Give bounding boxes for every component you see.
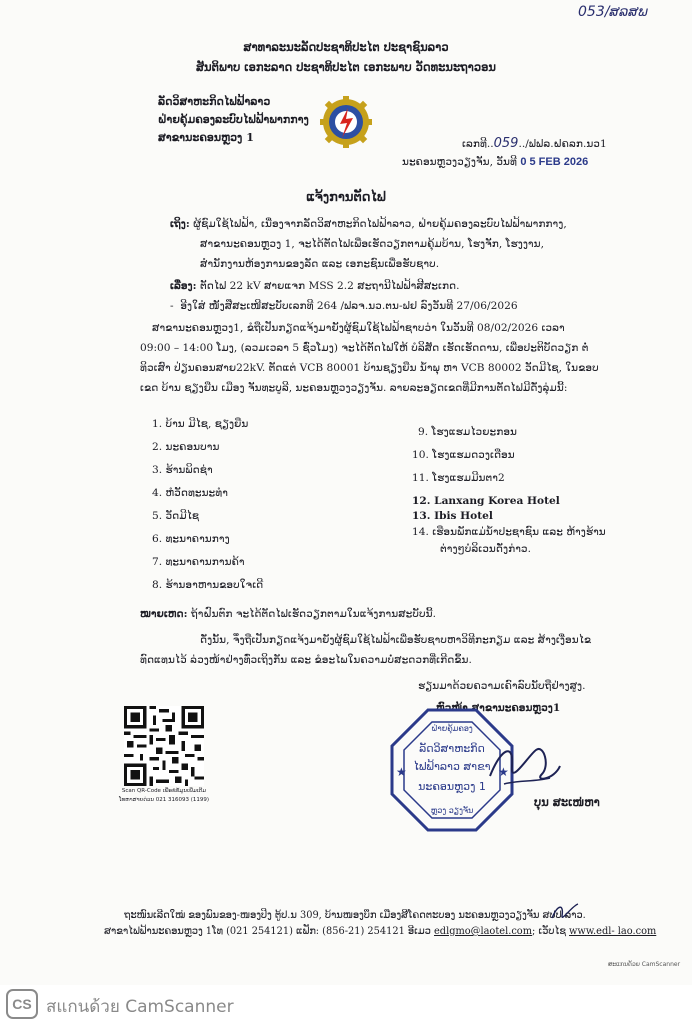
closing-line2: ທົດແທນໄວ້ ລ່ວງໜ້າຢ່າງທົ່ວເຖິງກັນ ແລະ ຂໍອະໄພໃນຄວາມບໍ່ສະດວກທີ່ເກີດຂຶ້ນ. bbox=[140, 654, 472, 666]
to-line1 bbox=[170, 216, 567, 232]
list-item: 6. ທະນາຄານກາງ bbox=[152, 533, 230, 545]
org-line3: ສາຂານະຄອນຫຼວງ 1 bbox=[158, 131, 254, 144]
footer-phone-fax: ສາຂາໄຟຟ້ານະຄອນຫຼວງ 1ໂທ (021 254121) ແຟັກ: (856-21) 254121 ອີເມວ bbox=[104, 926, 431, 937]
stamp-line1: ລັດວິສາຫະກິດ bbox=[419, 742, 485, 755]
footer-contacts bbox=[104, 926, 656, 937]
qr-caption1: Scan QR-Code ເພື່ອຂໍຂໍ້ມູນເພີ່ມເຕີມ bbox=[121, 788, 207, 794]
closing-line1: ດັ່ງນັ້ນ, ຈຶ່ງຖືເປັນກຽດແຈ້ງມາຍັງຜູ້ຊົມໃຊ້ໄຟຟ້າເພື່ອຮັບຊາບຫາວິທີກະກຽມ ແລະ ສ້າງເງື່ອນໄຂ bbox=[200, 634, 592, 646]
to-label: ເຖິງ: bbox=[170, 218, 190, 230]
para1-line4: ເຂດ ບ້ານ ຊຽງຍືນ ເມືອງ ຈັນທະບູລີ, ນະຄອນຫຼວງວຽງຈັນ. ລາຍລະອຽດເຂດທີ່ມີການຕັດໄຟມີດັ່ງລຸ່ມນີ້: bbox=[140, 382, 568, 394]
national-header-line1: ສາທາລະນະລັດປະຊາທິປະໄຕ ປະຊາຊົນລາວ bbox=[243, 40, 449, 54]
subject-line bbox=[170, 278, 460, 294]
reference-text: ອີງໃສ່ ໜັງສືສະເໜີສະບັບເລກທີ 264 /ຟລຈ.ນວ.ຕນ-ຟຢ ລົງວັນທີ 27/06/2026 bbox=[180, 300, 518, 312]
ref-place-date bbox=[402, 154, 588, 170]
list-item: 8. ຮ້ານອາຫານຂອບໃຈເດີ bbox=[152, 579, 264, 591]
note-text: ຖ້າຝົນຕົກ ຈະໄດ້ຕັດໄຟເຮັດວຽກຕາມໃນແຈ້ງການສະບັບນີ້. bbox=[190, 608, 436, 620]
camscanner-logo-icon: CS bbox=[6, 989, 38, 1019]
footer-web-label: ; ເວັບໄຊ bbox=[532, 926, 566, 937]
handwritten-reference: 053/ສລສພ bbox=[578, 4, 648, 20]
stamp-line2: ໄຟຟ້າລາວ ສາຂາ bbox=[413, 760, 491, 773]
para1-line3: ທິວເສົາ ປ່ຽນຄອນສາຍ22kV. ຕັດແຕ່ VCB 80001 ບ້ານຊຽງຍືນ ນ້ຳພຸ ຫາ VCB 80002 ວັດມີໄຊ, ໃນຂອບ bbox=[140, 362, 599, 374]
footer-initials-icon bbox=[548, 900, 584, 924]
list-item: 11. ໂຮງແຮມມີນຕາ2 bbox=[412, 472, 505, 484]
ref-number-label: ເລກທີ.. bbox=[462, 138, 494, 150]
qr-code-icon[interactable] bbox=[124, 706, 204, 786]
camscanner-bar bbox=[0, 985, 692, 1024]
list-item: 4. ຫໍວັດທະນະທຳ bbox=[152, 487, 228, 499]
para1-line1: ສາຂານະຄອນຫຼວງ1, ຂໍຖືເປັນກຽດແຈ້ງມາຍັງຜູ້ຊົມໃຊ້ໄຟຟ້າຊາບວ່າ ໃນວັນທີ 08/02/2026 ເວລາ bbox=[152, 322, 565, 334]
stamp-ring-bottom: ຫຼວງ ວຽງຈັນ bbox=[430, 806, 474, 815]
footer-address: ຖະໜົນເລີດໃໝ່ ຂອງພົນຂອງ-ໜອງປິງ ຕູ້ປ.ນ 309, ບ້ານໜອງບຶກ ເມືອງສີໂຄດຕະບອງ ນະຄອນຫຼວງວຽງຈັນ ສປປ ລາວ. bbox=[124, 910, 586, 921]
list-item: 2. ນະຄອນບານ bbox=[152, 441, 220, 453]
date-stamp: 0 5 FEB 2026 bbox=[520, 156, 589, 168]
reference-dash: - bbox=[170, 300, 181, 312]
to-line2: ສາຂານະຄອນຫຼວງ 1, ຈະໄດ້ຕັດໄຟເພື່ອເຮັດວຽກຕາມຄຸ້ມບ້ານ, ໂຮງຈັກ, ໂຮງງານ, bbox=[200, 238, 544, 250]
footer-web-link[interactable]: www.edl- lao.com bbox=[569, 926, 657, 937]
signature-icon bbox=[484, 736, 564, 796]
list-item: 5. ວັດມີໄຊ bbox=[152, 510, 200, 522]
list-item: 3. ຮ້ານພິດຊ່າ bbox=[152, 464, 213, 476]
list-item: 14. ເຮືອນພັກແມ່ນ້ຳປະຊາຊົນ ແລະ ຫ້າງຮ້ານ bbox=[412, 526, 606, 538]
ref-number bbox=[462, 136, 607, 152]
note-line bbox=[140, 606, 436, 622]
signer-name: ບຸນ ສະເໜ່ຫາ bbox=[534, 795, 600, 809]
reference-line bbox=[170, 298, 518, 314]
note-label: ໝາຍເຫດ: bbox=[140, 608, 188, 620]
ref-number-handwritten: 059 bbox=[493, 136, 519, 151]
list-item: 7. ທະນາຄານການຄ້າ bbox=[152, 556, 245, 568]
footer-email-link[interactable]: edlgmo@laotel.com bbox=[434, 926, 532, 937]
svg-text:★: ★ bbox=[396, 765, 407, 779]
org-line2: ຝ່າຍຄຸ້ມຄອງລະບົບໄຟຟ້າພາກກາງ bbox=[158, 113, 309, 126]
stamp-ring-top: ຝ່າຍຄຸ້ມຄອງ bbox=[431, 724, 473, 733]
place-date-label: ນະຄອນຫຼວງວຽງຈັນ, ວັນທີ bbox=[402, 156, 517, 168]
ref-number-suffix: ../ຟຟລ.ຝຄລກ.ນວ1 bbox=[518, 138, 607, 150]
subject-text: ຕັດໄຟ 22 kV ສາຍແຈກ MSS 2.2 ສະຖານີໄຟຟ້າສີສະເກດ. bbox=[199, 280, 460, 292]
list-item: 10. ໂຮງແຮມດວງເດືອນ bbox=[412, 449, 515, 461]
camscanner-text: สแกนด้วย CamScanner bbox=[46, 997, 234, 1017]
scanner-tag: ສະແກນດ້ວຍ CamScanner bbox=[608, 961, 681, 968]
subject-label: ເລື່ອງ: bbox=[170, 280, 197, 292]
list-item: 1. ບ້ານ ມີໄຊ, ຊຽງຍືນ bbox=[152, 418, 249, 430]
list-item: 13. Ibis Hotel bbox=[412, 510, 493, 522]
national-header-line2: ສັນຕິພາບ ເອກະລາດ ປະຊາທິປະໄຕ ເອກະພາບ ວັດທະນະຖາວອນ bbox=[195, 60, 497, 74]
regards: ຮຽນມາດ້ວຍຄວາມເຄົາລົບນັບຖືຢ່າງສູງ. bbox=[418, 680, 586, 692]
document-title: ແຈ້ງການຕັດໄຟ bbox=[306, 190, 386, 205]
para1-line2: 09:00 – 14:00 ໂມງ, (ລວມເວລາ 5 ຊົ່ວໂມງ) ຈະໄດ້ຕັດໄຟໃຫ້ ບໍລິສັດ ເຮັດເຮັດດານ, ເພື່ອປະຕິບັດວຽກ ຕໍ່ bbox=[140, 342, 589, 354]
signer-title: ຫົວໜ້າ ສາຂານະຄອນຫຼວງ1 bbox=[436, 702, 561, 714]
svg-text:★: ★ bbox=[498, 765, 509, 779]
qr-caption2: ໂທຫາສາຍດ່ວນ 021 316093 (1199) bbox=[118, 797, 210, 803]
org-line1: ລັດວິສາຫະກິດໄຟຟ້າລາວ bbox=[158, 95, 271, 108]
stamp-line3: ນະຄອນຫຼວງ 1 bbox=[418, 780, 486, 793]
list-item: 9. ໂຮງແຮມໄວຍະກອນ bbox=[418, 426, 518, 438]
edl-logo-icon bbox=[320, 96, 372, 148]
to-text-line1: ຜູ້ຊົມໃຊ້ໄຟຟ້າ, ເນື່ອງຈາກລັດວິສາຫະກິດໄຟຟ້າລາວ, ຝ່າຍຄຸ້ມຄອງລະບົບໄຟຟ້າພາກກາງ, bbox=[193, 218, 567, 230]
list-item-continuation: ຕ່າງໆບໍລິເວນດັ່ງກ່າວ. bbox=[440, 543, 531, 555]
to-line3: ສຳນັກງານຫ້ອງການຂອງລັດ ແລະ ເອກະຊົນເພື່ອຮັບຊາບ. bbox=[200, 258, 440, 270]
list-item: 12. Lanxang Korea Hotel bbox=[412, 495, 560, 507]
